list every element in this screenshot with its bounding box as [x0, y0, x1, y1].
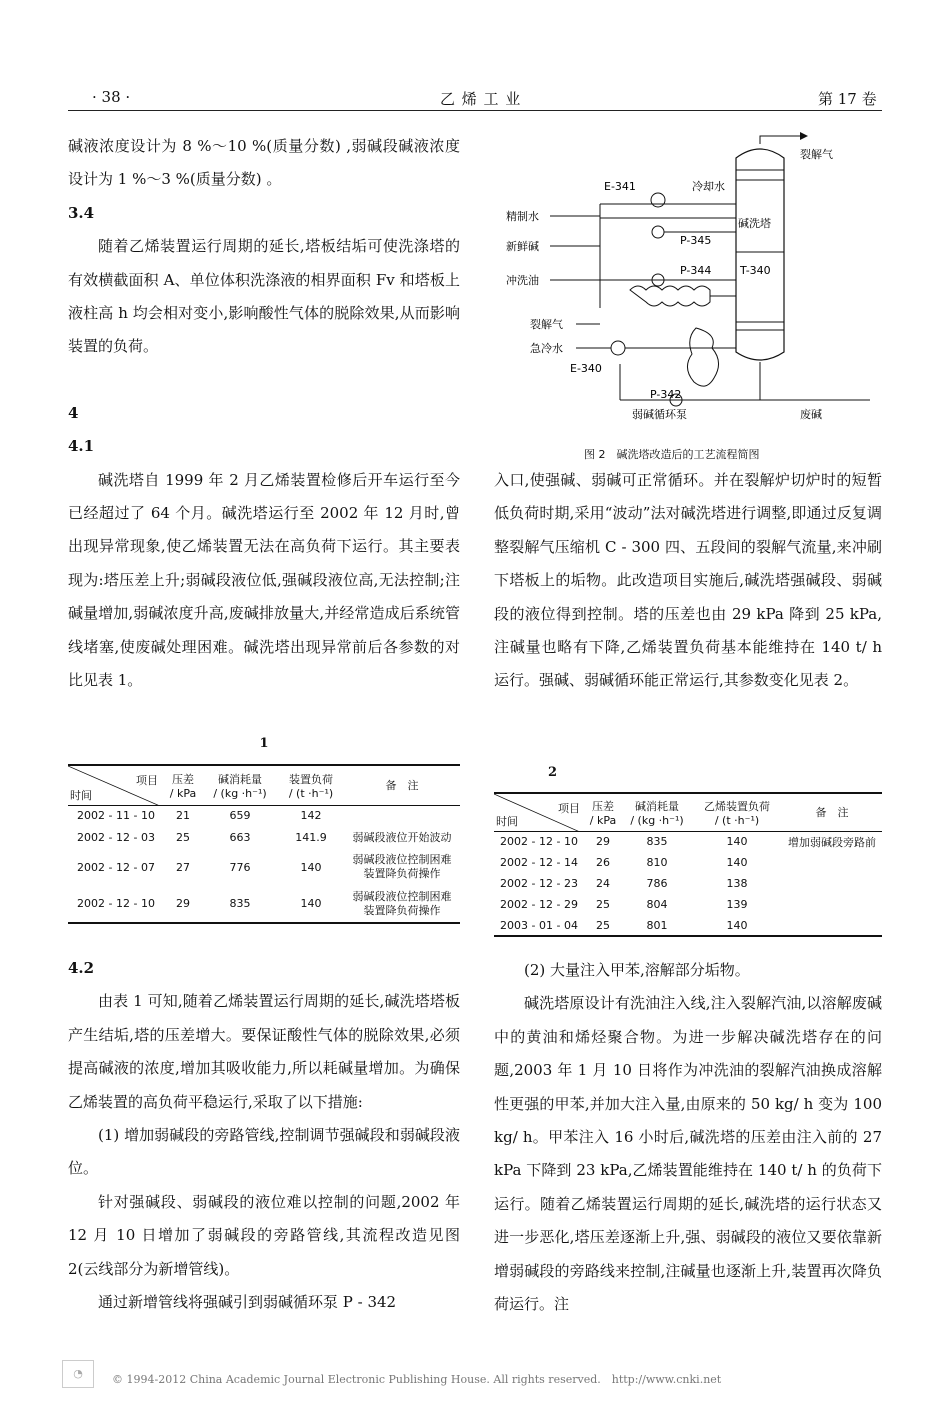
tower-t340: [736, 149, 784, 360]
new-pipeline-cloud: [630, 286, 710, 306]
table2-corner: [494, 793, 584, 831]
table1: [68, 764, 460, 924]
top-outlet-line: [760, 136, 800, 144]
paragraph: (1) 增加弱碱段的旁路管线,控制调节强碱段和弱碱段液位。: [68, 1126, 460, 1178]
paragraph: 针对强碱段、弱碱段的液位难以控制的问题,2002 年 12 月 10 日增加了弱碱段的旁路管线,其流程改造见图 2(云线部分为新增管线)。: [68, 1192, 460, 1278]
p344-label: P-344: [680, 264, 712, 277]
volume-label: 第 17 卷: [818, 90, 877, 108]
paragraph: 随着乙烯装置运行周期的延长,塔板结垢可使洗涤塔的有效横截面积 A、单位体积洗涤液的相界面积 Fv 和塔板上液柱高 h 均会相对变小,影响酸性气体的脱除效果,从而影响装置的负荷。: [68, 237, 460, 356]
table-row: 2002 - 12 - 07 27 776 140 弱碱段液位控制困难 装置降负荷操作: [77, 853, 452, 880]
table-row: 2002 - 11 - 10 21 659 142: [77, 808, 322, 822]
header-item: 项目: [558, 802, 580, 815]
tower-name-label: 碱洗塔: [738, 217, 771, 230]
header-cell: 碱消耗量 / (kg ·h⁻¹): [202, 765, 278, 805]
process-flow-diagram: [500, 128, 880, 428]
pump-p345-icon: [652, 226, 664, 238]
new-pipeline-cloud: [687, 328, 718, 386]
quench-water-label: 急冷水: [530, 342, 563, 355]
p342-label: P-342: [650, 388, 682, 401]
p345-label: P-345: [680, 234, 712, 247]
table-row: 2002 - 12 - 10 29 835 140 弱碱段液位控制困难 装置降负荷操作: [77, 889, 452, 917]
cooling-water-label: 冷却水: [692, 180, 725, 193]
arrow-icon: [800, 132, 808, 140]
page-number: · 38 ·: [92, 88, 131, 106]
refined-water-label: 精制水: [506, 210, 539, 223]
t340-label: T-340: [740, 264, 771, 277]
figure-caption: 图 2 碱洗塔改造后的工艺流程简图: [584, 448, 760, 461]
left-column-bottom: [68, 952, 460, 1319]
paragraph: 通过新增管线将强碱引到弱碱循环泵 P - 342: [98, 1293, 397, 1312]
header-cell: 乙烯装置负荷 / (t ·h⁻¹): [692, 793, 782, 831]
heat-exchanger-e340-icon: [611, 341, 625, 355]
wash-oil-label: 冲洗油: [506, 274, 539, 287]
table-row: 2002 - 12 - 29 25 804 139: [500, 898, 748, 911]
section-4-2: 4.2: [68, 959, 95, 977]
table2: [494, 792, 882, 937]
e340-label: E-340: [570, 362, 602, 375]
header-cell: 压差 / kPa: [584, 793, 622, 831]
header-cell: 装置负荷 / (t ·h⁻¹): [278, 765, 344, 805]
right-column-bottom: [494, 954, 882, 1321]
table-row: 2002 - 12 - 03 25 663 141.9 弱碱段液位开始波动: [77, 830, 452, 844]
header-time: 时间: [496, 814, 518, 828]
paragraph: (2) 大量注入甲苯,溶解部分垢物。: [524, 961, 750, 979]
section-3-4: 3.4: [68, 203, 95, 222]
left-column-top: [68, 130, 460, 698]
header-cell: 备 注: [782, 793, 882, 831]
cracked-gas-out-label: 裂解气: [800, 148, 833, 161]
paragraph: 碱洗塔原设计有洗油注入线,注入裂解汽油,以溶解废碱中的黄油和烯烃聚合物。为进一步解决碱洗塔存在的问题,2003 年 1 月 10 日将作为冲洗油的裂解汽油换成溶解性更强的甲苯,并加大注入量,由原来的 50 kg/ h 变为 100 kg/ h。甲苯注入 16 小时后,碱洗塔的压差由注入前的 27 kPa 下降到 23 kPa,乙烯装置能维持在 140 t/ h 的负荷下运行。随着乙烯装置运行周期的延长,碱洗塔的运行状态又进一步恶化,塔压差逐渐上升,强、弱碱段的液位又要依靠新增弱碱段的旁路线来控制,注碱量也逐渐上升,装置再次降负荷运行。注: [494, 994, 882, 1314]
table1-corner: [68, 765, 164, 805]
header-rule: [68, 110, 882, 111]
spent-alkali-label: 废碱: [800, 408, 822, 421]
header-item: 项目: [136, 774, 158, 787]
table-row: 2002 - 12 - 23 24 786 138: [500, 877, 748, 890]
table-row: 2003 - 01 - 04 25 801 140: [500, 918, 748, 932]
e341-label: E-341: [604, 180, 636, 193]
cracked-gas-in-label: 裂解气: [530, 318, 563, 331]
heat-exchanger-e341-icon: [651, 193, 665, 207]
header-cell: 压差 / kPa: [164, 765, 202, 805]
table2-caption: 2: [548, 765, 558, 780]
section-4: 4: [68, 403, 79, 422]
fresh-alkali-label: 新鲜碱: [506, 240, 539, 253]
journal-title: 乙 烯 工 业: [440, 90, 522, 108]
header-cell: 碱消耗量 / (kg ·h⁻¹): [622, 793, 692, 831]
cnki-logo-icon: ◔: [62, 1360, 94, 1388]
table-row: 2002 - 12 - 14 26 810 140: [500, 856, 748, 869]
header-time: 时间: [70, 788, 92, 802]
right-column-top: [494, 464, 882, 698]
paragraph: 入口,使强碱、弱碱可正常循环。并在裂解炉切炉时的短暂低负荷时期,采用“波动”法对碱洗塔进行调整,即通过反复调整裂解气压缩机 C - 300 四、五段间的裂解气流量,来冲刷下塔板上的垢物。此改造项目实施后,碱洗塔强碱段、弱碱段的液位得到控制。塔的压差也由 29 kPa 降到 25 kPa,注碱量也略有下降,乙烯装置负荷基本能维持在 140 t/ h 运行。强碱、弱碱循环能正常运行,其参数变化见表 2。: [494, 471, 882, 690]
paragraph: 由表 1 可知,随着乙烯装置运行周期的延长,碱洗塔塔板产生结垢,塔的压差增大。要保证酸性气体的脱除效果,必须提高碱液的浓度,增加其吸收能力,所以耗碱量增加。为确保乙烯装置的高负荷平稳运行,采取了以下措施:: [68, 992, 460, 1111]
table1-caption: 1: [259, 736, 269, 751]
paragraph: 碱液浓度设计为 8 %～10 %(质量分数) ,弱碱段碱液浓度设计为 1 %～3 %(质量分数) 。: [68, 137, 460, 189]
paragraph: 碱洗塔自 1999 年 2 月乙烯装置检修后开车运行至今已经超过了 64 个月。碱洗塔运行至 2002 年 12 月时,曾出现异常现象,使乙烯装置无法在高负荷下运行。其主要表现为:塔压差上升;弱碱段液位低,强碱段液位高,无法控制;注碱量增加,弱碱浓度升高,废碱排放量大,并经常造成后系统管线堵塞,使废碱处理困难。碱洗塔出现异常前后各参数的对比见表 1。: [68, 470, 460, 690]
table-row: 2002 - 12 - 10 29 835 140 增加弱碱段旁路前: [500, 835, 876, 849]
weak-pump-label: 弱碱循环泵: [632, 408, 687, 421]
copyright-footer: © 1994-2012 China Academic Journal Electronic Publishing House. All rights reserved. http://www.cnki.net: [112, 1373, 722, 1386]
section-4-1: 4.1: [68, 437, 95, 456]
header-cell: 备 注: [344, 765, 460, 805]
